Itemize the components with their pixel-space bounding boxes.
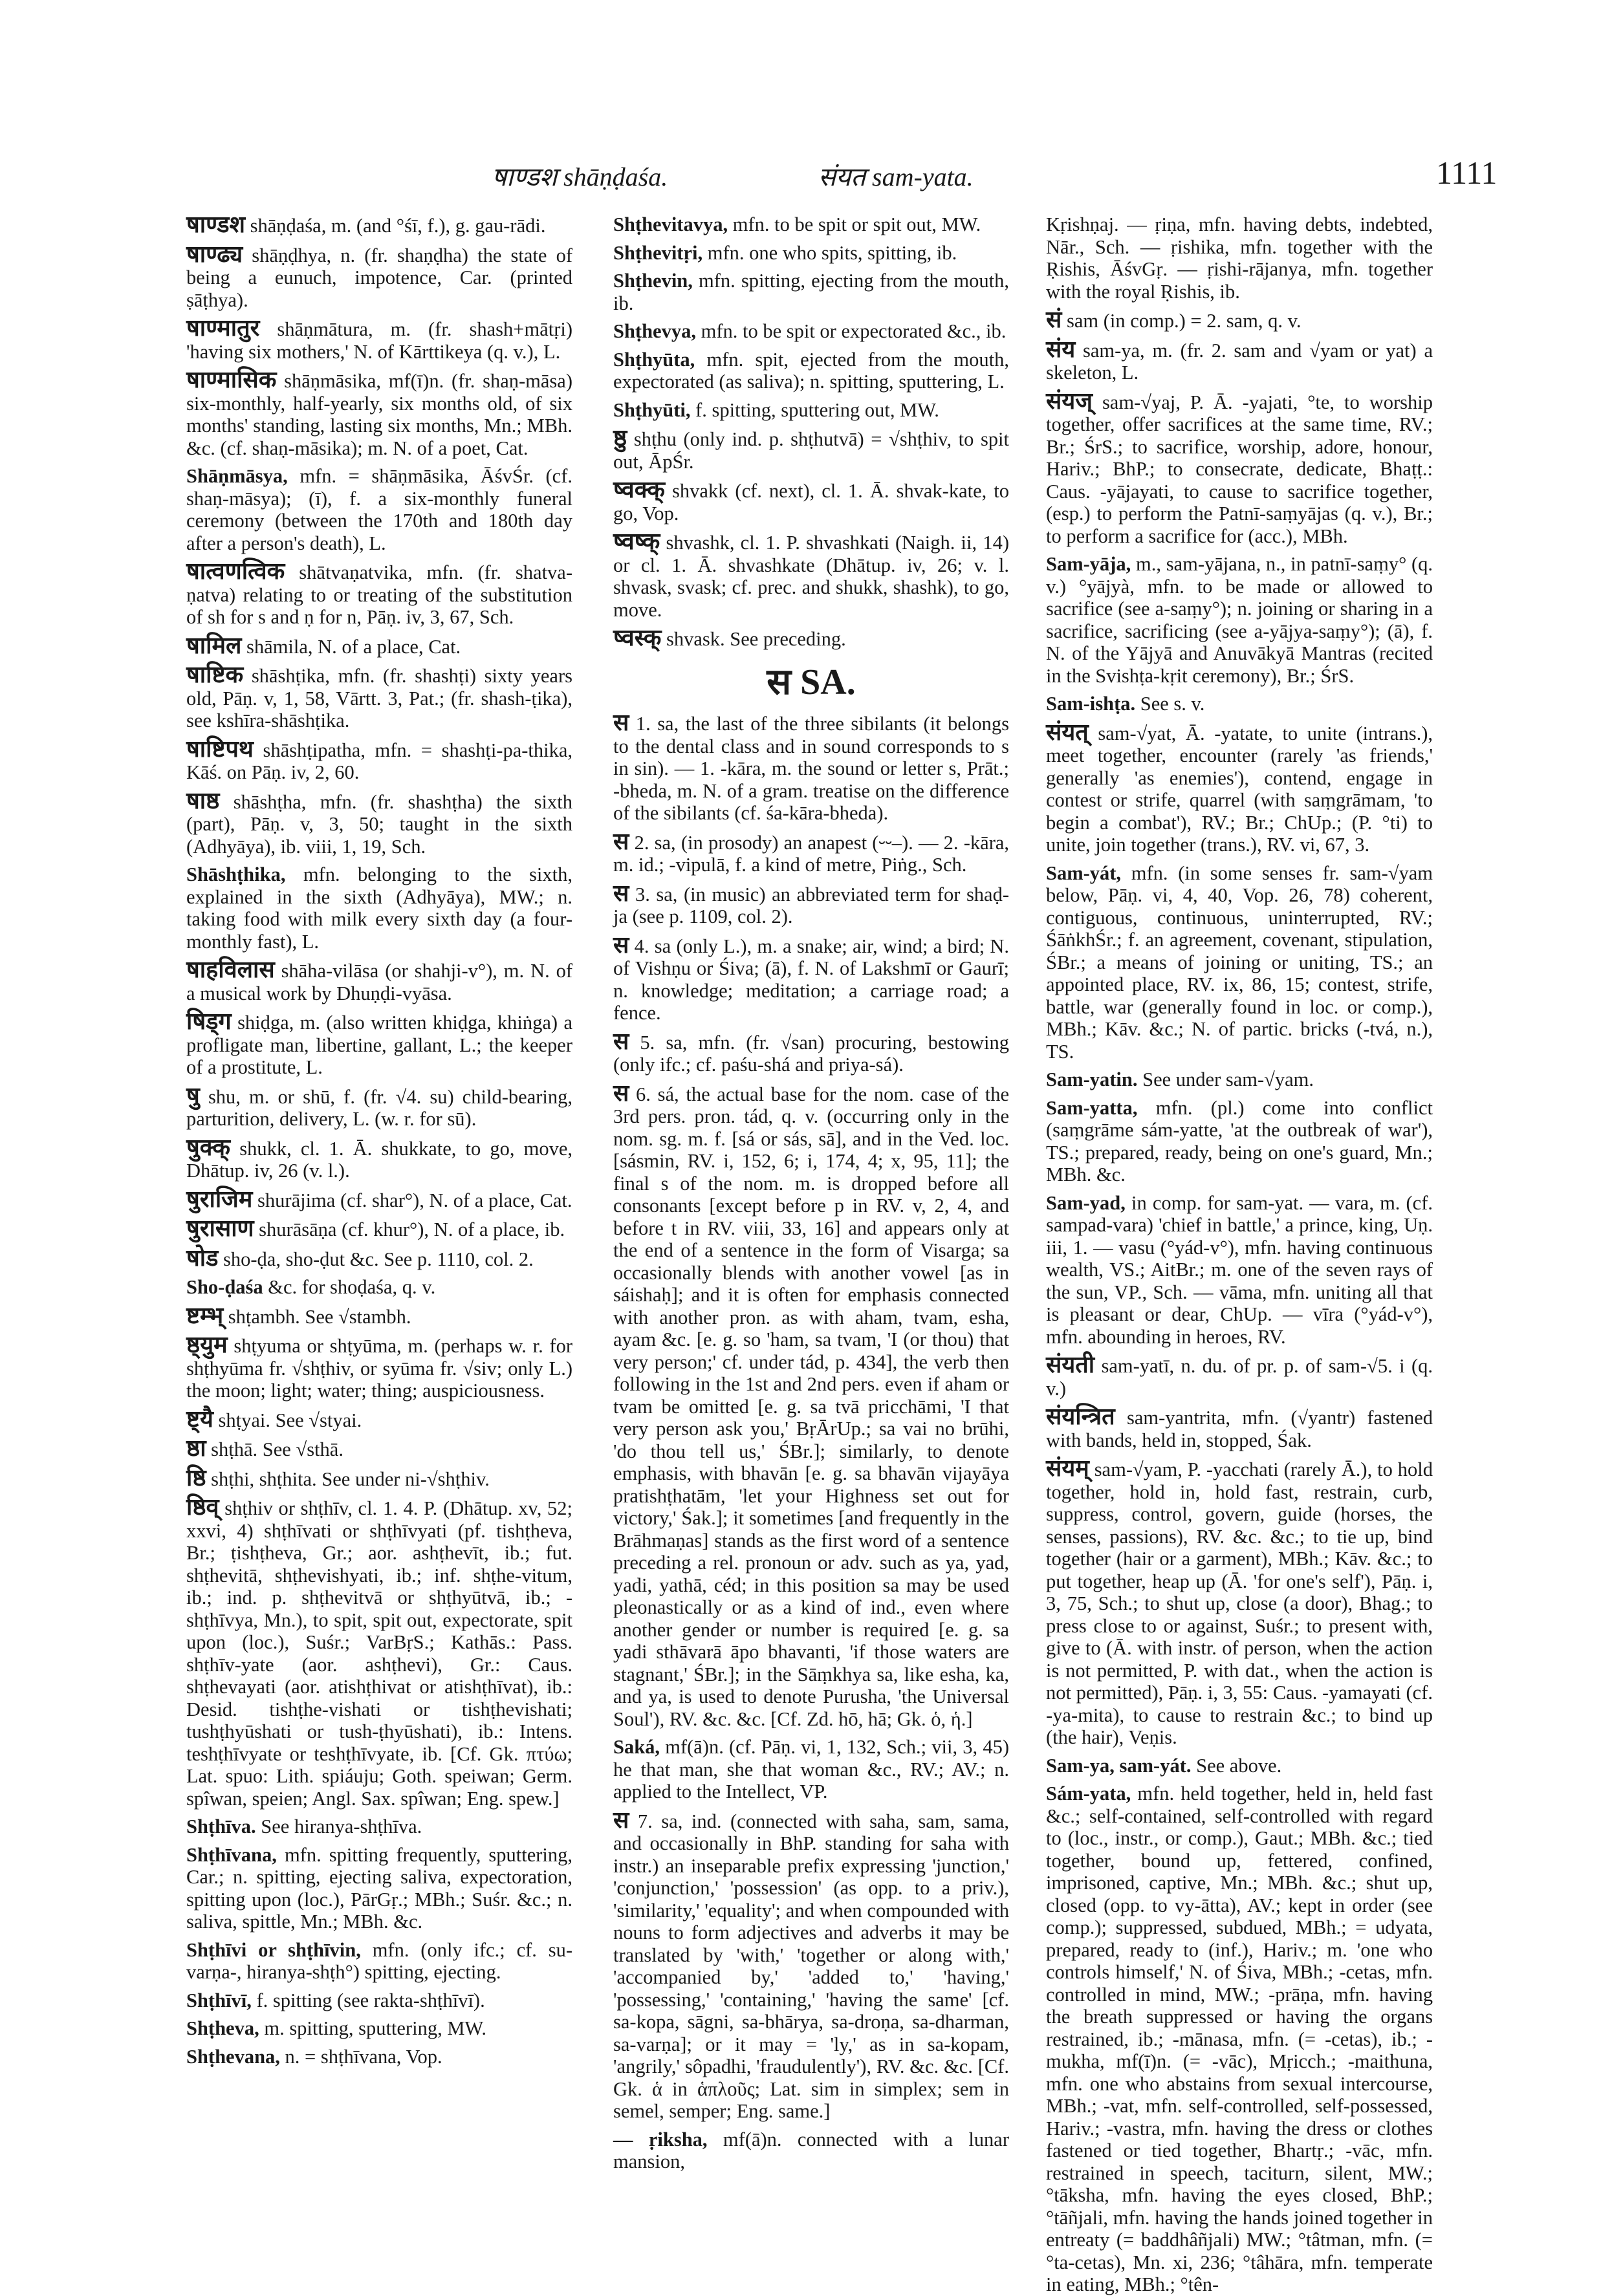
entry-definition: sam-√yat, Ā. -yatate, to unite (intrans.), meet together, encounter (rarely 'as friends,' generally 'as enemies'), contend, engage in contest or strife, quarrel (with saṃgrāmam, 'to begin a combat'), RV.; Br.; ChUp.; (P. °ti) to unite, join together (trans.), RV. vi, 67, 3.	[1046, 722, 1433, 856]
dictionary-entry	[1046, 1097, 1433, 1186]
dictionary-entry	[613, 242, 1009, 265]
dictionary-entry	[613, 349, 1009, 393]
entry-headword: Shṭhevya,	[613, 320, 696, 342]
dictionary-entry	[1046, 387, 1433, 548]
entry-definition: 7. sa, ind. (connected with saha, sam, sama, and occasionally in BhP. standing for saha with instr.) an inseparable prefix expressing 'junction,' 'conjunction,' 'possession' (as opp. to a priv.), 'similarity,' 'equality'; and when compounded with nouns to form adjectives and adverbs it may be translated by 'with,' 'together or along with,' 'accompanied by,' 'added to,' 'having,' 'possessing,' 'containing,' 'having the same' [cf. sa-kopa, sāgni, sa-bhārya, sa-droṇa, sa-dharman, sa-varṇa]; or it may = 'ly,' as in sa-kopam, 'angrily,' sôpadhi, 'fraudulently'), RV. &c. &c. [Cf. Gk. ἁ in ἁπλοῦς; Lat. sim in simplex; sem in semel, semper; Eng. same.]	[613, 1810, 1010, 2122]
entry-definition: m., sam-yājana, n., in patnī-saṃy° (q. v.) °yājyà, mfn. to be made or allowed to sacrifice (see a-saṃy°); n. joining or sharing in a sacrifice, sacrificing (see a-yājya-saṃy°); (ā), f. N. of the Yājyā and Anuvākyā Mantras (recited in the Svishṭa-kṛit ceremony), Br.; ŚrS.	[1046, 553, 1433, 687]
entry-definition: mfn. (pl.) come into conflict (saṃgrāme sám-yatte, 'at the outbreak of war'), TS.; prepared, ready, being on one's guard, Mn.; MBh. &c.	[1046, 1096, 1433, 1186]
dictionary-entry	[1046, 1068, 1433, 1091]
dictionary-entry	[613, 1030, 1009, 1076]
dictionary-entry	[1046, 553, 1433, 687]
dictionary-entry	[186, 1437, 572, 1461]
entry-headword: षुक्क्	[186, 1134, 231, 1160]
dictionary-entry	[613, 627, 1009, 651]
entry-headword: Sam-yatta,	[1046, 1096, 1138, 1119]
dictionary-entry	[186, 1188, 572, 1212]
entry-headword: Sam-yatin.	[1046, 1068, 1138, 1090]
entry-headword: ष्वष्क्	[613, 528, 660, 554]
dictionary-entry	[186, 664, 572, 732]
entry-definition: mfn. spitting frequently, sputtering, Car.; n. spitting, ejecting saliva, expectoration, spitting upon (loc.), PārGṛ.; MBh.; Suśr. &c.; n. saliva, spittle, Mn.; MBh. &c.	[186, 1843, 572, 1933]
entry-definition: shṭhiv or shṭhīv, cl. 1. 4. P. (Dhātup. xv, 52; xxvi, 4) shṭhīvati or shṭhīvyati (pf. tishṭheva, Br.; ṭishṭheva, Gr.; aor. ashṭhevīt, ib.; fut. shṭhevitā, shṭhevishyati, ib.; inf. shṭhe-vitum, ib.; ind. p. shṭhevitvā or shṭhyūtvā, ib.; -shṭhīvya, Mn.), to spit, spit out, expectorate, spit upon (loc.), Suśr.; VarBṛS.; Kathās.: Pass. shṭhīv-yate (aor. ashṭhevi), Gr.: Caus. shṭhevayati (aor. atishṭhivat or atishṭhīvat), ib.: Desid. tishṭhe-vishati or tishṭhevishati; tushṭhyūshati or tush-ṭhyūshati), ib.: Intens. teshṭhīvyate or teshṭhīvyate, ib. [Cf. Gk. πτύω; Lat. spuo: Lith. spiáuju; Goth. speiwan; Germ. spîwan, speien; Angl. Sax. spîwan; Eng. spew.]	[186, 1497, 573, 1810]
dictionary-entry	[186, 243, 572, 312]
entry-headword: षाष्टिक	[186, 662, 244, 688]
entry-headword: Shṭhevin,	[613, 270, 693, 292]
entry-definition: Kṛishṇaj. — ṛiṇa, mfn. having debts, indebted, Nār., Sch. — ṛishika, mfn. together with the Ṛishis, ĀśvGṛ. — ṛishi-rājanya, mfn. together with the royal Ṛishis, ib.	[1046, 213, 1433, 303]
entry-definition: m. spitting, sputtering, MW.	[264, 2017, 487, 2039]
entry-definition: sam (in comp.) = 2. sam, q. v.	[1066, 310, 1301, 332]
entry-definition: shāshṭipatha, mfn. = shashṭi-pa-thika, Kāś. on Pāṇ. iv, 2, 60.	[186, 739, 573, 783]
entry-definition: shāṇmāsika, mf(ī)n. (fr. shaṇ-māsa) six-monthly, half-yearly, six months old, of six months' standing, lasting six months, Mn.; MBh. &c. (cf. shaṇ-māsika); m. N. of a poet, Cat.	[186, 370, 572, 459]
dictionary-entry	[186, 1136, 572, 1182]
dictionary-entry	[613, 270, 1009, 314]
entry-headword: Shṭhīva.	[186, 1815, 256, 1837]
dictionary-entry	[1046, 1354, 1433, 1400]
entry-headword: ष्टम्भ्	[186, 1302, 224, 1328]
entry-headword: षाण्मासिक	[186, 367, 277, 393]
entry-definition: shṭambh. See √stambh.	[228, 1305, 411, 1328]
entry-definition: shāshṭika, mfn. (fr. shashṭi) sixty years old, Pāṇ. v, 1, 58, Vārtt. 3, Pat.; (fr. shash-ṭika), see kshīra-shāshṭika.	[186, 665, 572, 731]
dictionary-entry	[613, 830, 1009, 876]
entry-definition: f. spitting, sputtering out, MW.	[695, 398, 939, 421]
entry-headword: ष्वस्क्	[613, 625, 662, 651]
entry-definition: &c. for shoḍaśa, q. v.	[268, 1276, 436, 1298]
dictionary-entry	[1046, 1405, 1433, 1451]
dictionary-entry	[1046, 1457, 1433, 1749]
entry-headword: षाण्ढ्य	[186, 241, 243, 267]
dictionary-entry	[186, 1989, 572, 2012]
entry-headword: Shāshṭhika,	[186, 863, 286, 885]
entry-headword: Sám-yata,	[1046, 1782, 1131, 1804]
entry-definition: shāshṭha, mfn. (fr. shashṭha) the sixth (part), Pāṇ. v, 3, 50; taught in the sixth (Adhyāya), ib. viii, 1, 19, Sch.	[186, 790, 572, 858]
entry-headword: Shṭhīvana,	[186, 1843, 277, 1866]
entry-headword: Saká,	[613, 1736, 660, 1758]
entry-headword: Shāṇmāsya,	[186, 465, 288, 487]
entry-definition: shurāsāṇa (cf. khur°), N. of a place, ib.	[259, 1218, 565, 1240]
entry-definition: sho-ḍa, sho-ḍut &c. See p. 1110, col. 2.	[223, 1248, 534, 1270]
dictionary-entry	[1046, 1782, 1433, 2296]
entry-definition: shukk, cl. 1. Ā. shukkate, to go, move, Dhātup. iv, 26 (v. l.).	[186, 1137, 572, 1182]
dictionary-entry	[186, 1815, 572, 1838]
entry-headword: स	[613, 709, 629, 735]
column-right	[1046, 213, 1433, 2295]
entry-definition: sam-√yam, P. -yacchati (rarely Ā.), to hold together, hold in, hold fast, restrain, curb, suppress, control, govern, guide (horses, the senses, passions), RV. &c. &c.; to tie up, bind together (hair or a garment), MBh.; Kāv. &c.; to put together, heap up (Ā. 'for one's self'), Pāṇ. i, 3, 75, Sch.; to shut up, close (a door), Bhag.; to press close to or against, Suśr.; to present with, give to (Ā. with instr. of person, when the action is not permitted, P. with dat., when the action is not permitted), Pāṇ. i, 3, 55: Caus. -yamayati (cf. -ya-mita), to cause to restrain &c.; to bind up (the hair), Veṇis.	[1046, 1458, 1433, 1748]
dictionary-entry	[613, 213, 1009, 236]
dictionary-entry	[186, 1244, 572, 1271]
dictionary-entry	[186, 369, 572, 459]
section-heading: स SA.	[767, 662, 856, 702]
dictionary-entry	[613, 530, 1009, 621]
entry-definition: shṭhi, shṭhita. See under ni-√shṭhiv.	[211, 1467, 490, 1490]
entry-headword: ष्ट्यै	[186, 1405, 213, 1432]
entry-definition: 5. sa, mfn. (fr. √san) procuring, bestowing (only ifc.; cf. paśu-shá and priya-sá).	[613, 1031, 1009, 1076]
dictionary-entry	[186, 958, 572, 1004]
entry-headword: Shṭhyūta,	[613, 348, 695, 371]
entry-definition: shāmila, N. of a place, Cat.	[246, 635, 461, 658]
dictionary-entry	[186, 465, 572, 554]
dictionary-entry	[186, 2017, 572, 2040]
entry-headword: षाण्डश	[186, 211, 245, 237]
dictionary-entry	[186, 787, 572, 858]
entry-definition: 4. sa (only L.), m. a snake; air, wind; a bird; N. of Vishṇu or Śiva; (ā), f. N. of Lakshmī or Gaurī; n. knowledge; meditation; a carriage road; a fence.	[613, 935, 1010, 1024]
entry-headword: Shṭhīvī,	[186, 1989, 252, 2011]
entry-headword: षाहविलास	[186, 957, 275, 982]
entry-headword: Sam-yāja,	[1046, 553, 1131, 575]
entry-headword: षात्वणत्विक	[186, 558, 285, 584]
dictionary-entry	[1046, 1755, 1433, 1777]
dictionary-entry	[1046, 1192, 1433, 1348]
dictionary-entry	[613, 882, 1009, 928]
entry-definition: shṭhā. See √sthā.	[211, 1438, 343, 1460]
entry-headword: Shṭhīvi or shṭhīvin,	[186, 1938, 361, 1961]
entry-headword: Shṭhyūti,	[613, 398, 691, 421]
entry-definition: mfn. = shāṇmāsika, ĀśvŚr. (cf. shaṇ-māsya); (ī), f. a six-monthly funeral ceremony (between the 170th and 180th day after a person's death), L.	[186, 465, 572, 554]
entry-definition: 3. sa, (in music) an abbreviated term for shaḍ-ja (see p. 1109, col. 2).	[613, 883, 1010, 927]
entry-headword: Shṭhevitavya,	[613, 213, 728, 235]
running-head-left: षाण्डश shāṇḍaśa.	[492, 162, 668, 191]
entry-definition: See hiranya-shṭhīva.	[261, 1815, 422, 1837]
entry-headword: स	[613, 880, 629, 906]
column-left	[186, 213, 572, 2238]
entry-headword: सं	[1046, 307, 1062, 332]
entry-headword: ष्ठि	[186, 1464, 206, 1491]
entry-headword: षाण्मातुर	[186, 315, 260, 341]
entry-headword: षुराजिम	[186, 1186, 253, 1212]
entry-headword: षुरासाण	[186, 1215, 254, 1241]
entry-definition: shu, m. or shū, f. (fr. √4. su) child-bearing, parturition, delivery, L. (w. r. for sū).	[186, 1085, 572, 1130]
entry-definition: See s. v.	[1140, 693, 1205, 715]
entry-headword: Sam-yát,	[1046, 861, 1122, 884]
entry-headword: संयम्	[1046, 1455, 1089, 1481]
entry-headword: Shṭheva,	[186, 2017, 259, 2039]
entry-definition: mf(ā)n. (cf. Pāṇ. vi, 1, 132, Sch.; vii, 3, 45) he that man, she that woman &c., RV.; AV.; n. applied to the Intellect, VP.	[613, 1736, 1009, 1803]
dictionary-entry	[1046, 309, 1433, 332]
dictionary-entry	[1046, 338, 1433, 384]
dictionary-entry	[186, 1844, 572, 1933]
entry-definition: shiḍga, m. (also written khiḍga, khiṅga) a profligate man, libertine, gallant, L.; the keeper of a prostitute, L.	[186, 1012, 572, 1078]
dictionary-entry	[1046, 721, 1433, 856]
dictionary-entry	[1046, 213, 1433, 303]
entry-definition: See above.	[1196, 1754, 1282, 1777]
dictionary-entry	[613, 1736, 1009, 1803]
dictionary-entry	[1046, 862, 1433, 1063]
running-head-center: संयत sam-yata.	[818, 162, 974, 191]
entry-definition: sam-yatī, n. du. of pr. p. of sam-√5. i (q. v.)	[1046, 1355, 1433, 1400]
entry-headword: ष्ठा	[186, 1435, 206, 1461]
dictionary-entry	[186, 863, 572, 953]
entry-definition: shvakk (cf. next), cl. 1. Ā. shvak-kate, to go, Vop.	[613, 480, 1009, 525]
dictionary-entry	[613, 399, 1009, 422]
dictionary-entry	[613, 931, 1010, 1024]
entry-headword: Sam-ishṭa.	[1046, 693, 1136, 715]
entry-definition: 2. sa, (in prosody) an anapest (⏑⏑–). — 2. -kāra, m. id.; -vipulā, f. a kind of metre, Piṅg., Sch.	[613, 831, 1010, 876]
entry-headword: षु	[186, 1082, 200, 1109]
entry-definition: shṭyai. See √styai.	[218, 1409, 362, 1431]
dictionary-entry	[186, 1464, 572, 1491]
entry-definition: mfn. to be spit or expectorated &c., ib.	[701, 320, 1007, 342]
entry-definition: 6. sá, the actual base for the nom. case of the 3rd pers. pron. tád, q. v. (occurring only in the nom. sg. m. f. [sá or sás, sā], and in the Ved. loc. [sásmin, RV. i, 152, 6; i, 174, 4; x, 95, 11]; the final s of the nom. m. is dropped before all consonants [except before p in RV. v, 2, 4, and before t in RV. viii, 33, 16] and appears only at the end of a sentence in the form of Visarga; sa occasionally blends with another vowel [as in sáishaḥ]; and it is often for emphasis connected with another pron. as with aham, tvam, esha, ayam &c. [e. g. so 'ham, sa tvam, 'I (or thou) that very person;' cf. under tád, p. 434], the verb then following in the 1st and 2nd pers. even if aham or tvam be omitted [e. g. sa tvā pricchāmi, 'I that very person ask you,' BṛĀrUp.; sa vai no brūhi, 'do thou tell us,' ŚBr.]; similarly, to denote emphasis, with bhavān [e. g. sa bhavān vijayāya pratishṭhatām, 'let your Highness set out for victory,' Śak.]; it sometimes [and frequently in the Brāhmaṇas] stands as the first word of a sentence preceding a rel. pronoun or adv. such as ya, yad, yadi, yathā, céd; in this position sa may be used pleonastically or as a kind of ind., even where another gender or number is required [e. g. sa yadi sthāvarā āpo bhavanti, 'if those waters are stagnant,' ŚBr.]; in the Sāṃkhya sa, like esha, ka, and ya, is used to denote Purusha, 'the Universal Soul'), RV. &c. &c. [Cf. Zd. hō, hā; Gk. ὁ, ἡ.]	[613, 1083, 1010, 1730]
entry-definition: mfn. (in some senses fr. sam-√yam below, Pāṇ. vi, 4, 40, Vop. 26, 78) coherent, contiguous, continuous, uninterrupted, RV.; ŚāṅkhŚr.; f. an agreement, covenant, stipulation, ŚBr.; a means of joining or uniting, TS.; an appointed place, RV. ix, 86, 15; contest, strife, battle, war (generally found in loc. or comp.), MBh.; Kāv. &c.; N. of partic. bricks (-tvá, n.), TS.	[1046, 861, 1433, 1063]
entry-definition: in comp. for sam-yat. — vara, m. (cf. sampad-vara) 'chief in battle,' a prince, king, Uṇ. iii, 1. — vasu (°yád-v°), mfn. having continuous wealth, VS.; AitBr.; m. one of the seven rays of the sun, VP., Sch. — vāma, mfn. uniting all that is pleasant or dear, ChUp. — vīra (°yád-v°), mfn. abounding in heroes, RV.	[1046, 1191, 1433, 1348]
entry-headword: षामिल	[186, 632, 242, 658]
entry-definition: mf(ā)n. connected with a lunar mansion,	[613, 2128, 1009, 2172]
dictionary-entry	[613, 479, 1009, 525]
dictionary-entry	[186, 1082, 572, 1131]
dictionary-entry	[186, 1010, 572, 1079]
entry-headword: स	[613, 1028, 629, 1054]
entry-headword: ष्ठ्युम	[186, 1332, 228, 1358]
entry-headword: ष्ठिव्	[186, 1494, 219, 1520]
entry-definition: n. = shṭhīvana, Vop.	[285, 2045, 442, 2068]
dictionary-entry	[186, 1405, 572, 1432]
dictionary-entry	[186, 1334, 572, 1402]
entry-headword: — ṛiksha,	[613, 2128, 708, 2150]
column-middle	[613, 213, 1009, 2238]
entry-headword: षोड	[186, 1244, 219, 1271]
dictionary-entry	[186, 1276, 572, 1299]
entry-headword: स	[613, 828, 629, 854]
dictionary-entry	[186, 317, 572, 363]
dictionary-entry	[613, 1079, 1010, 1731]
entry-headword: Sho-ḍaśa	[186, 1276, 263, 1298]
entry-definition: mfn. belonging to the sixth, explained in the sixth (Adhyāya), MW.; n. taking food with milk every sixth day (a four-monthly fast), L.	[186, 863, 572, 953]
entry-definition: shurājima (cf. shar°), N. of a place, Cat.	[257, 1189, 572, 1211]
entry-definition: shātvaṇatvika, mfn. (fr. shatva-ṇatva) relating to or treating of the substitution of sh for s and ṇ for n, Pāṇ. iv, 3, 67, Sch.	[186, 561, 572, 628]
entry-headword: Sam-ya, sam-yát.	[1046, 1754, 1192, 1777]
dictionary-entry	[186, 560, 572, 629]
dictionary-entry	[613, 2128, 1009, 2173]
running-head	[0, 154, 1601, 199]
dictionary-entry	[186, 1939, 572, 1984]
dictionary-entry	[613, 711, 1009, 825]
entry-definition: shāha-vilāsa (or shahji-v°), m. N. of a musical work by Dhuṇḍi-vyāsa.	[186, 960, 573, 1004]
dictionary-entry	[186, 1217, 572, 1241]
dictionary-entry	[186, 735, 573, 784]
entry-definition: mfn. to be spit or spit out, MW.	[732, 213, 981, 235]
entry-definition: mfn. held together, held in, held fast &c.; self-contained, self-controlled with regard to (loc., instr., or comp.), Gaut.; MBh. &c.; tied together, bound up, fettered, confined, imprisoned, captive, Mn.; MBh. &c.; shut up, closed (opp. to vy-ātta), AV.; kept in order (see comp.); suppressed, subdued, MBh.; = udyata, prepared, ready to (inf.), Hariv.; m. 'one who controls himself,' N. of Śiva, MBh.; -cetas, mfn. controlled in mind, MW.; -prāṇa, mfn. having the breath suppressed or having the organs restrained, ib.; -mānasa, mfn. (= -cetas), ib.; -mukha, mf(ī)n. (= -vāc), Mṛicch.; -maithuna, mfn. one who abstains from sexual intercourse, MBh.; -vat, mfn. self-controlled, self-possessed, Hariv.; -vastra, mfn. having the dress or clothes fastened or tied together, Bhartṛ.; -vāc, mfn. restrained in speech, taciturn, silent, MW.; °tāksha, mfn. having the eyes closed, BhP.; °tāñjali, mfn. having the hands joined together in entreaty (= baddhâñjali) MW.; °tâtman, mfn. (= °ta-cetas), Mn. xi, 236; °tâhāra, mfn. temperate in eating, MBh.; °tên-	[1046, 1782, 1433, 2295]
entry-headword: Sam-yad,	[1046, 1191, 1126, 1214]
entry-definition: shāṇḍhya, n. (fr. shaṇḍha) the state of being a eunuch, impotence, Car. (printed ṣāṭhya).	[186, 244, 572, 311]
entry-headword: षाष्ठ	[186, 787, 220, 814]
entry-definition: 1. sa, the last of the three sibilants (it belongs to the dental class and in sound corresponds to s in sin). — 1. -kāra, m. the sound or letter s, Prāt.; -bheda, m. N. of a gram. treatise on the difference of the sibilants (cf. śa-kāra-bheda).	[613, 713, 1009, 824]
page-number: 1111	[1436, 155, 1498, 191]
dictionary-entry	[186, 634, 572, 658]
entry-headword: संयत्	[1046, 719, 1089, 745]
entry-definition: sam-ya, m. (fr. 2. sam and √yam or yat) a skeleton, L.	[1046, 339, 1433, 384]
dictionary-entry	[186, 213, 572, 237]
dictionary-entry	[1046, 693, 1433, 715]
dictionary-entry	[613, 320, 1009, 343]
entry-definition: mfn. spit, ejected from the mouth, expectorated (as saliva); n. spitting, sputtering, L.	[613, 348, 1010, 393]
entry-headword: स	[613, 1806, 629, 1833]
entry-definition: mfn. (only ifc.; cf. su-varṇa-, hiranya-shṭh°) spitting, ejecting.	[186, 1938, 573, 1983]
entry-headword: संयती	[1046, 1352, 1095, 1378]
entry-headword: स	[613, 1079, 629, 1106]
dictionary-entry	[186, 1496, 572, 1810]
dictionary-entry	[613, 1806, 1010, 2123]
entry-headword: संय	[1046, 336, 1076, 362]
entry-headword: ष्वक्क्	[613, 477, 665, 503]
entry-headword: संयज्	[1046, 387, 1093, 414]
dictionary-entry	[186, 1302, 572, 1328]
dictionary-entry	[613, 427, 1009, 473]
entry-definition: shāṇḍaśa, m. (and °śī, f.), g. gau-rādi.	[250, 215, 546, 237]
entry-headword: ष्ठु	[613, 425, 627, 451]
entry-headword: Shṭhevana,	[186, 2045, 280, 2068]
entry-headword: संयन्त्रित	[1046, 1403, 1115, 1429]
entry-definition: shvask. See preceding.	[666, 628, 846, 650]
entry-headword: Shṭhevitṛi,	[613, 241, 703, 264]
entry-definition: mfn. one who spits, spitting, ib.	[707, 241, 957, 264]
dictionary-entry	[186, 2046, 572, 2068]
entry-definition: shvashk, cl. 1. P. shvashkati (Naigh. ii, 14) or cl. 1. Ā. shvashkate (Dhātup. iv, 26; v. l. shvask, svask; cf. prec. and shukk, shashk), to go, move.	[613, 532, 1009, 621]
entry-definition: sam-yantrita, mfn. (√yantr) fastened with bands, held in, stopped, Śak.	[1046, 1407, 1433, 1451]
entry-definition: See under sam-√yam.	[1142, 1068, 1314, 1090]
entry-headword: षाष्टिपथ	[186, 735, 254, 762]
entry-headword: स	[613, 931, 629, 958]
entry-definition: shṭyuma or shṭyūma, m. (perhaps w. r. for shṭhyūma fr. √shṭhiv, or syūma fr. √siv; only L.) the moon; light; water; thing; auspiciousness.	[186, 1335, 573, 1402]
entry-definition: mfn. spitting, ejecting from the mouth, ib.	[613, 270, 1009, 314]
entry-definition: shṭhu (only ind. p. shṭhutvā) = √shṭhiv, to spit out, ĀpŚr.	[613, 428, 1010, 473]
entry-definition: sam-√yaj, P. Ā. -yajati, °te, to worship together, offer sacrifices at the same time, RV.; Br.; ŚrS.; to sacrifice, worship, adore, honour, Hariv.; BhP.; to consecrate, dedicate, Bhaṭṭ.: Caus. -yājayati, to cause to sacrifice together, (esp.) to perform the Patnī-saṃyājas (q. v.), Br.; to perform a sacrifice for (acc.), MBh.	[1046, 391, 1433, 547]
entry-definition: f. spitting (see rakta-shṭhīvī).	[256, 1989, 485, 2011]
entry-headword: षिड्ग	[186, 1008, 232, 1034]
entry-definition: shāṇmātura, m. (fr. shash+mātṛi) 'having six mothers,' N. of Kārttikeya (q. v.), L.	[186, 318, 572, 363]
